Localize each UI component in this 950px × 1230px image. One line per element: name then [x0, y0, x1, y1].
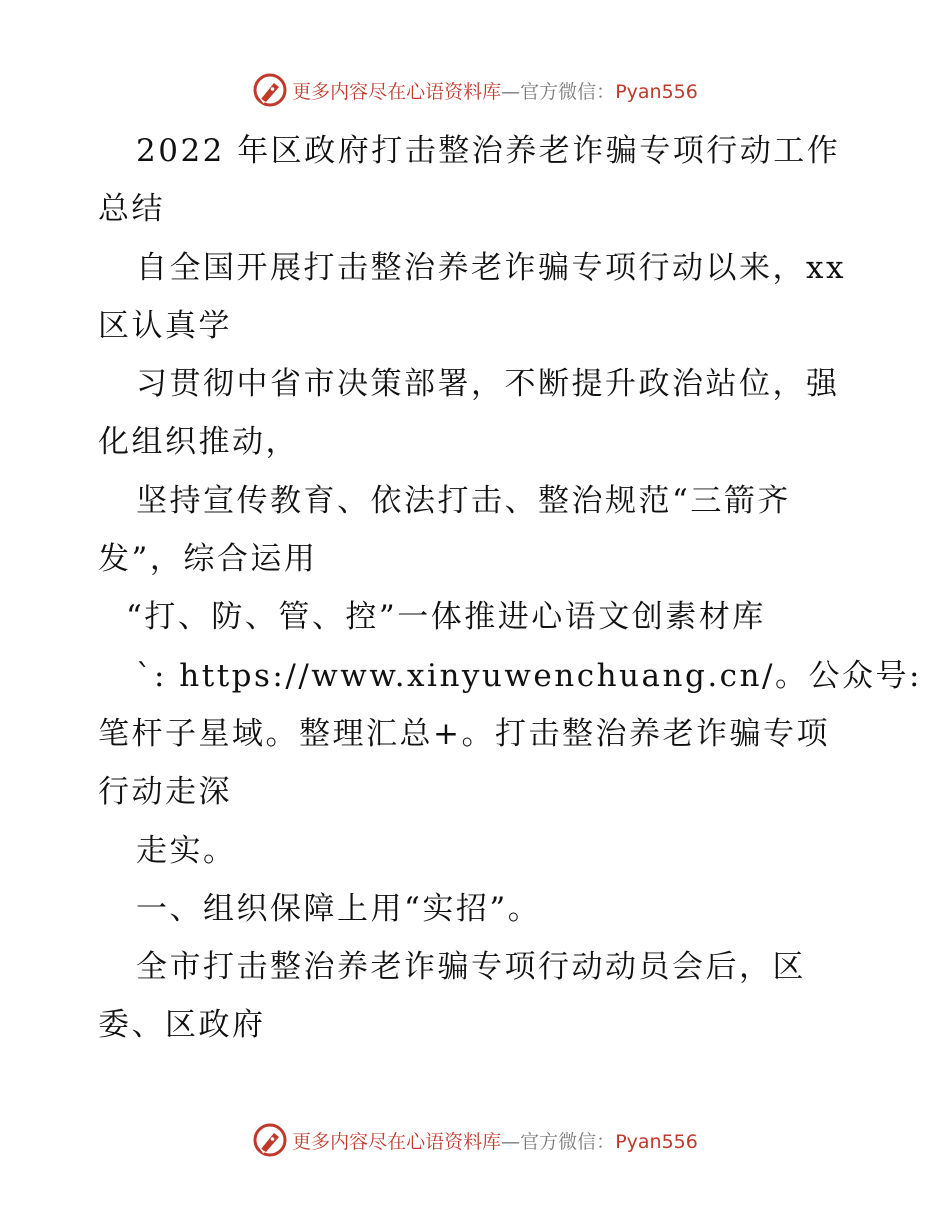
watermark-text — [292, 77, 698, 104]
paragraph-line: “打、防、管、控”一体推进心语文创素材库 — [126, 599, 766, 636]
watermark-account: Pyan556 — [615, 80, 698, 103]
paragraph-line: 自全国开展打击整治养老诈骗专项行动以来，xx — [136, 249, 846, 286]
watermark-brand: 更多内容尽在心语资料库 — [292, 1130, 502, 1153]
document-title-line-1: 2022 年区政府打击整治养老诈骗专项行动工作 — [136, 133, 841, 169]
paragraph-line-url: `: https://www.xinyuwenchuang.cn/。公众号: — [136, 657, 922, 694]
section-heading: 一、组织保障上用“实招”。 — [136, 890, 542, 927]
paragraph-line: 走实。 — [136, 832, 237, 869]
watermark-account: Pyan556 — [615, 1130, 698, 1153]
watermark-label: 官方微信： — [520, 1130, 616, 1153]
document-body — [98, 122, 922, 1055]
paragraph-line: 区认真学 — [98, 307, 232, 344]
footer-watermark-banner — [0, 1120, 950, 1160]
watermark-text — [292, 1127, 698, 1154]
document-title-line-2: 总结 — [98, 191, 165, 228]
paragraph-line: 化组织推动， — [98, 424, 299, 461]
watermark-label: 官方微信： — [520, 80, 616, 103]
watermark-brand: 更多内容尽在心语资料库 — [292, 80, 502, 103]
pen-nib-logo-icon — [252, 1122, 288, 1158]
watermark-dash: — — [501, 80, 521, 103]
paragraph-line: 坚持宣传教育、依法打击、整治规范“三箭齐 — [136, 482, 791, 519]
pen-nib-logo-icon — [252, 72, 288, 108]
paragraph-line: 笔杆子星域。整理汇总+。打击整治养老诈骗专项 — [98, 715, 830, 752]
paragraph-line: 委、区政府 — [98, 1007, 266, 1044]
paragraph-line: 发”，综合运用 — [98, 541, 318, 578]
watermark-dash: — — [501, 1130, 521, 1153]
paragraph-line: 行动走深 — [98, 774, 232, 811]
paragraph-line: 习贯彻中省市决策部署，不断提升政治站位，强 — [136, 366, 840, 403]
header-watermark-banner — [0, 70, 950, 110]
paragraph-line: 全市打击整治养老诈骗专项行动动员会后，区 — [136, 949, 806, 986]
